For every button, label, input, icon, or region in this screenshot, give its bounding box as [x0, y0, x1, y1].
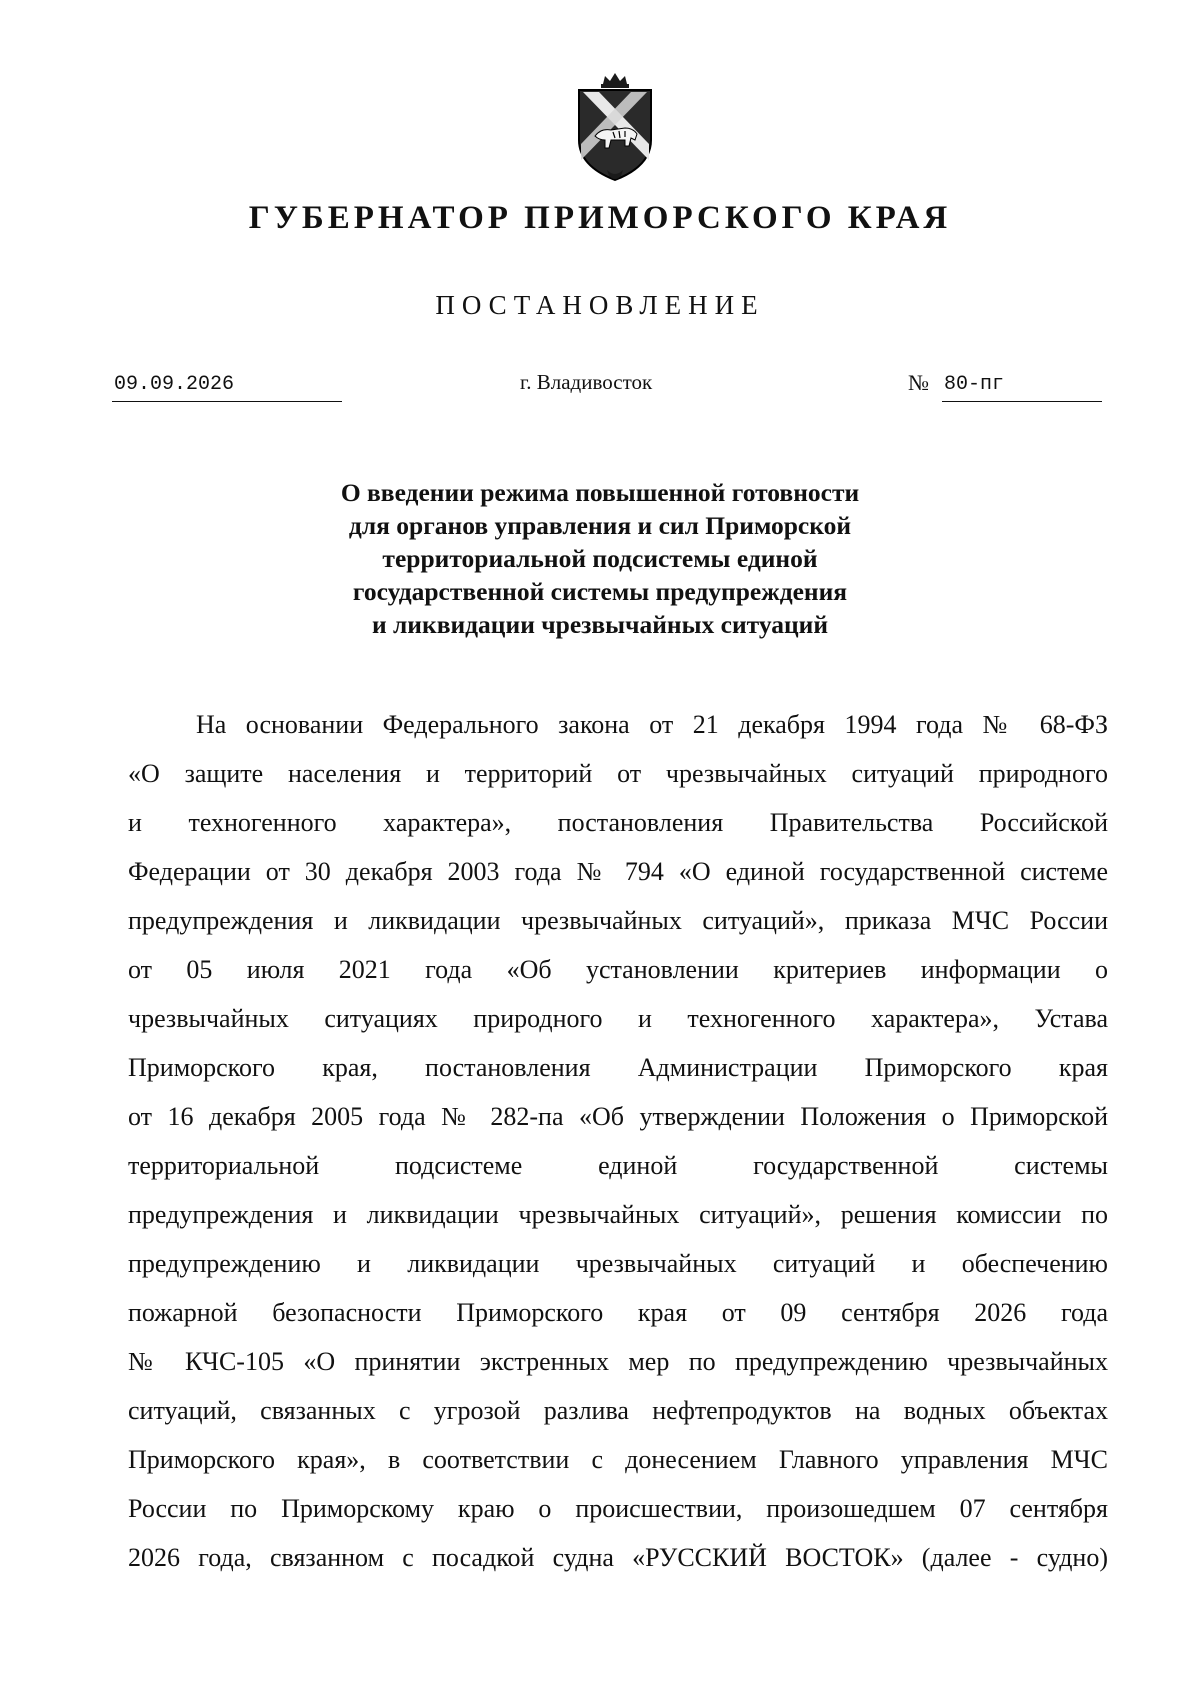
document-number: 80-пг [942, 372, 1102, 402]
body-line: от 05 июля 2021 года «Об установлении критериев информации о [128, 955, 1108, 984]
document-body [128, 700, 1108, 1582]
body-line: России по Приморскому краю о происшествии, произошедшем 07 сентября [128, 1494, 1108, 1523]
body-line: № КЧС-105 «О принятии экстренных мер по предупреждению чрезвычайных [128, 1347, 1108, 1376]
body-line: предупреждению и ликвидации чрезвычайных ситуаций и обеспечению [128, 1249, 1108, 1278]
body-line: Приморского края, постановления Администрации Приморского края [128, 1053, 1108, 1082]
body-line: предупреждения и ликвидации чрезвычайных ситуаций», решения комиссии по [128, 1200, 1108, 1229]
body-line: На основании Федерального закона от 21 декабря 1994 года № 68-ФЗ [196, 710, 1108, 739]
subject-line: и ликвидации чрезвычайных ситуаций [371, 610, 829, 639]
body-line: пожарной безопасности Приморского края от 09 сентября 2026 года [128, 1298, 1108, 1327]
authority-title: ГУБЕРНАТОР ПРИМОРСКОГО КРАЯ [248, 200, 952, 236]
document-city: г. Владивосток [520, 370, 653, 394]
document-date: 09.09.2026 [112, 372, 342, 402]
body-line: «О защите населения и территорий от чрезвычайных ситуаций природного [128, 759, 1108, 788]
body-line: от 16 декабря 2005 года № 282-па «Об утверждении Положения о Приморской [128, 1102, 1108, 1131]
body-line: чрезвычайных ситуациях природного и техногенного характера», Устава [128, 1004, 1108, 1033]
subject-line: государственной системы предупреждения [352, 577, 848, 606]
subject-line: для органов управления и сил Приморской [348, 511, 852, 540]
document-type: ПОСТАНОВЛЕНИЕ [435, 290, 765, 320]
body-line: Приморского края», в соответствии с донесением Главного управления МЧС [128, 1445, 1108, 1474]
document-subject [0, 476, 1200, 641]
body-line: территориальной подсистеме единой государственной системы [128, 1151, 1108, 1180]
body-line: предупреждения и ликвидации чрезвычайных ситуаций», приказа МЧС России [128, 906, 1108, 935]
subject-line: территориальной подсистемы единой [382, 544, 818, 573]
body-line: ситуаций, связанных с угрозой разлива нефтепродуктов на водных объектах [128, 1396, 1108, 1425]
body-line: 2026 года, связанном с посадкой судна «РУССКИЙ ВОСТОК» (далее - судно) [128, 1543, 1108, 1572]
coat-of-arms-icon [565, 70, 665, 185]
number-sign: № [908, 370, 929, 395]
subject-line: О введении режима повышенной готовности [340, 478, 860, 507]
body-line: Федерации от 30 декабря 2003 года № 794 «О единой государственной системе [128, 857, 1108, 886]
body-line: и техногенного характера», постановления Правительства Российской [128, 808, 1108, 837]
